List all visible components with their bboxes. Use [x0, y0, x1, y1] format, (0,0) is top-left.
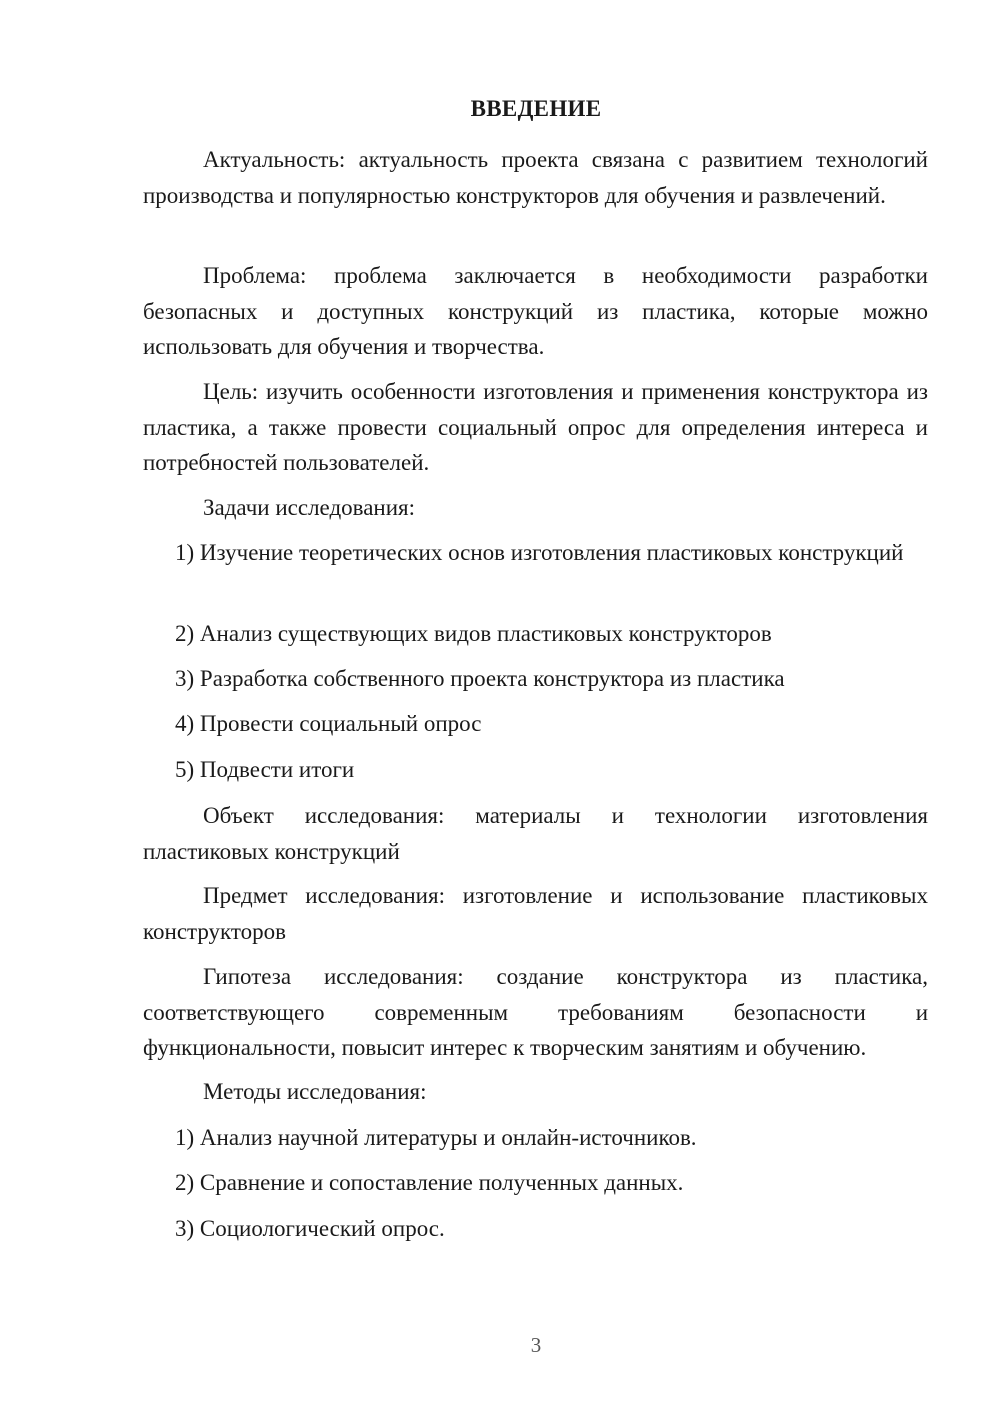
list-item-task-3: 3) Разработка собственного проекта конструктора из пластика [175, 666, 785, 691]
paragraph-relevance: Актуальность: актуальность проекта связана с развитием технологий производства и популярностью конструкторов для обучения и развлечений. [143, 147, 928, 208]
paragraph-hypothesis: Гипотеза исследования: создание конструктора из пластика, соответствующего современным требованиям безопасности и функциональности, повысит интерес к творческим занятиям и обучению. [143, 964, 928, 1060]
list-item-task-2: 2) Анализ существующих видов пластиковых конструкторов [175, 621, 772, 646]
list-item-method-2: 2) Сравнение и сопоставление полученных данных. [175, 1170, 684, 1195]
list-item-task-4: 4) Провести социальный опрос [175, 711, 482, 736]
tasks-heading: Задачи исследования: [203, 495, 416, 520]
paragraph-problem: Проблема: проблема заключается в необходимости разработки безопасных и доступных конструкций из пластика, которые можно использовать для обучения и творчества. [143, 263, 928, 359]
paragraph-subject: Предмет исследования: изготовление и использование пластиковых конструкторов [143, 883, 928, 944]
page-title: ВВЕДЕНИЕ [470, 96, 602, 121]
paragraph-goal: Цель: изучить особенности изготовления и применения конструктора из пластика, а также провести социальный опрос для определения интереса и потребностей пользователей. [143, 379, 928, 475]
methods-heading: Методы исследования: [203, 1079, 427, 1104]
paragraph-object: Объект исследования: материалы и технологии изготовления пластиковых конструкций [143, 803, 928, 864]
list-item-task-1: 1) Изучение теоретических основ изготовления пластиковых конструкций [175, 540, 904, 565]
list-item-task-5: 5) Подвести итоги [175, 757, 355, 782]
list-item-method-3: 3) Социологический опрос. [175, 1216, 445, 1241]
list-item-method-1: 1) Анализ научной литературы и онлайн-источников. [175, 1125, 697, 1150]
page-number: 3 [530, 1333, 542, 1357]
